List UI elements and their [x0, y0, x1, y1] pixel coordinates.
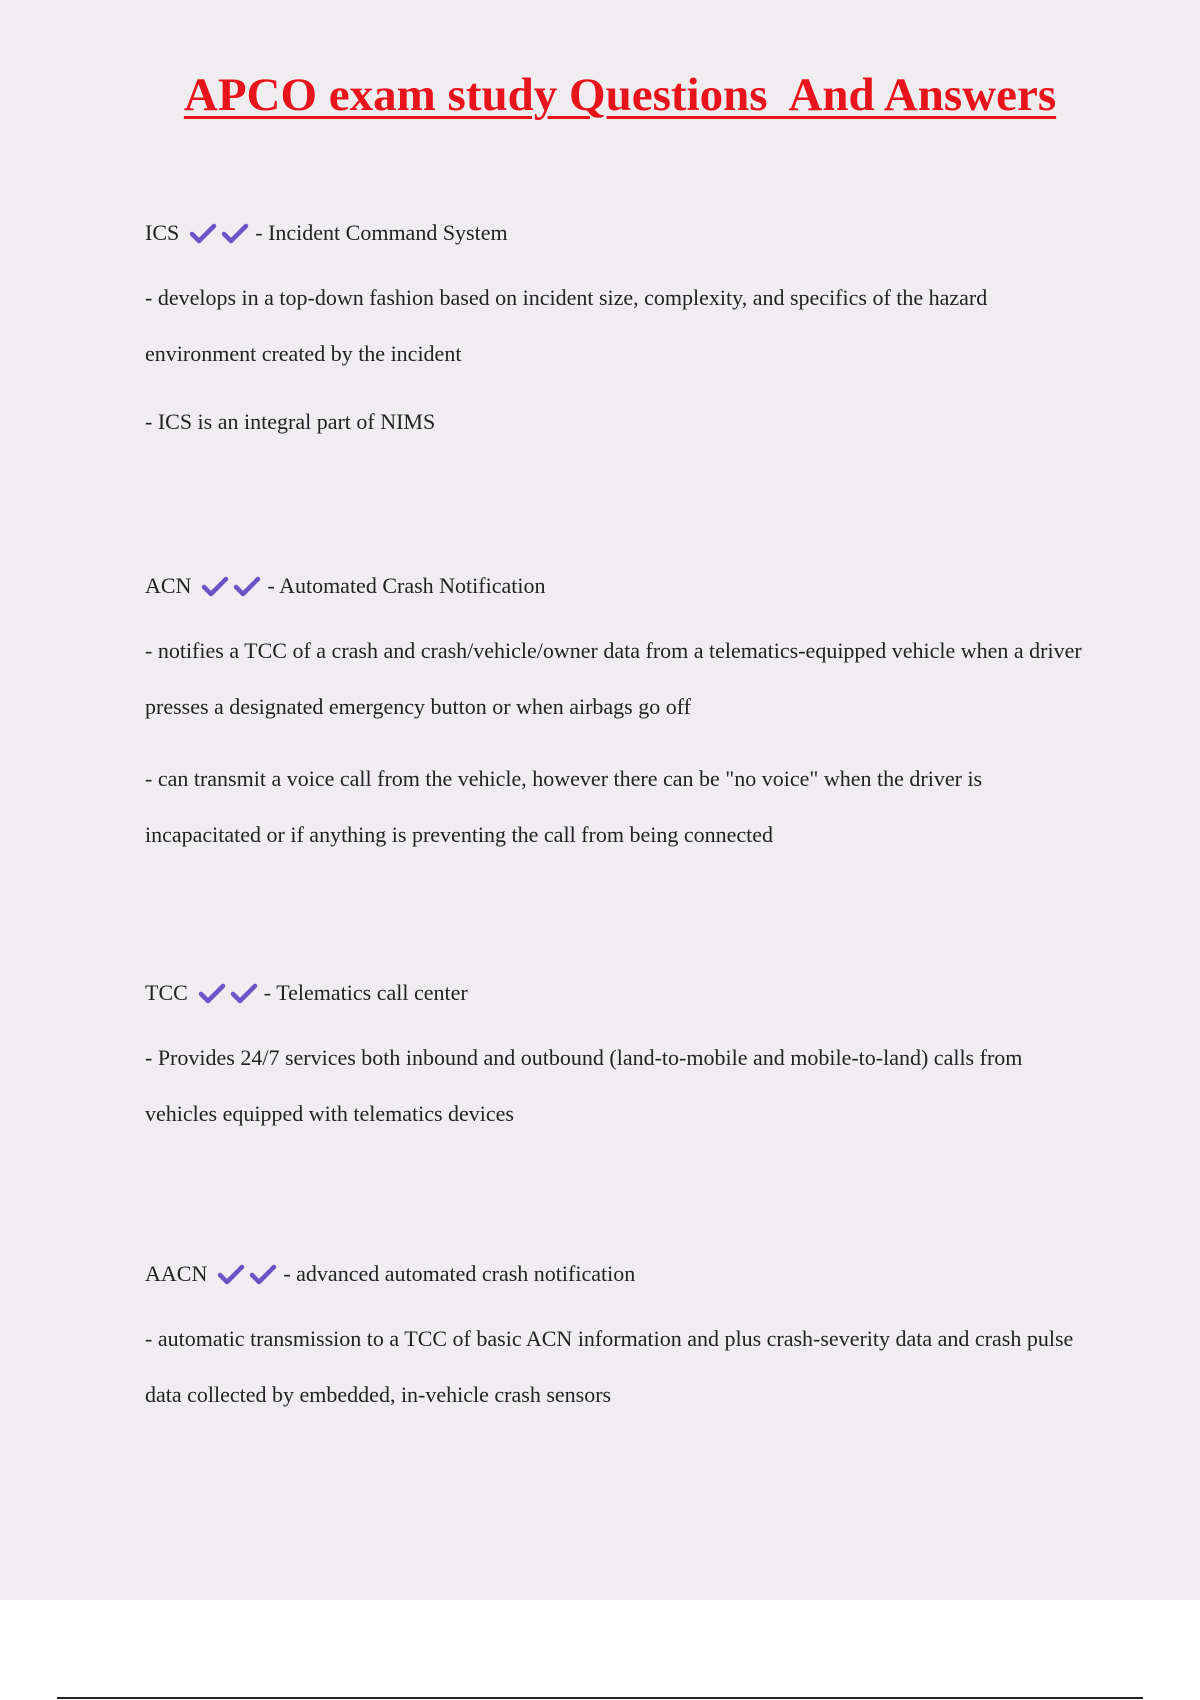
check-mark-icon — [230, 982, 258, 1004]
answer-text: - can transmit a voice call from the vehicle, however there can be "no voice" when the driver is incapacitated or if anything is preventing the call from being connected — [145, 766, 983, 847]
term: ICS — [145, 220, 180, 245]
term-line — [145, 1259, 1085, 1289]
qa-item-ics — [145, 218, 1085, 450]
checks — [198, 982, 262, 1004]
term-line — [145, 571, 1085, 601]
checks — [201, 575, 265, 597]
term: AACN — [145, 1261, 208, 1286]
term: ACN — [145, 573, 192, 598]
answer-text: - notifies a TCC of a crash and crash/vehicle/owner data from a telematics-equipped vehicle when a driver presses a designated emergency button or when airbags go off — [145, 638, 1082, 719]
definition: - Telematics call center — [263, 980, 468, 1005]
term-line — [145, 218, 1085, 248]
definition: - Incident Command System — [255, 220, 508, 245]
check-mark-icon — [221, 222, 249, 244]
checks — [217, 1263, 281, 1285]
check-mark-icon — [249, 1263, 277, 1285]
qa-item-aacn — [145, 1259, 1085, 1423]
check-mark-icon — [189, 222, 217, 244]
term-line — [145, 978, 1085, 1008]
checks — [189, 222, 253, 244]
qa-item-tcc — [145, 978, 1085, 1142]
footer-rule — [57, 1697, 1143, 1699]
check-mark-icon — [217, 1263, 245, 1285]
check-mark-icon — [201, 575, 229, 597]
answer-text: - automatic transmission to a TCC of basic ACN information and plus crash-severity data and crash pulse data collected by embedded, in-vehicle crash sensors — [145, 1326, 1074, 1407]
check-mark-icon — [198, 982, 226, 1004]
answer-text: - develops in a top-down fashion based on incident size, complexity, and specifics of the hazard environment created by the incident — [145, 285, 988, 366]
term: TCC — [145, 980, 188, 1005]
answer-text: - Provides 24/7 services both inbound and outbound (land-to-mobile and mobile-to-land) calls from vehicles equipped with telematics devices — [145, 1045, 1023, 1126]
check-mark-icon — [233, 575, 261, 597]
definition: - Automated Crash Notification — [267, 573, 546, 598]
document-title: APCO exam study Questions And Answers — [183, 69, 1057, 121]
qa-item-acn — [145, 571, 1085, 863]
definition: - advanced automated crash notification — [283, 1261, 636, 1286]
answer-text: - ICS is an integral part of NIMS — [145, 409, 436, 434]
